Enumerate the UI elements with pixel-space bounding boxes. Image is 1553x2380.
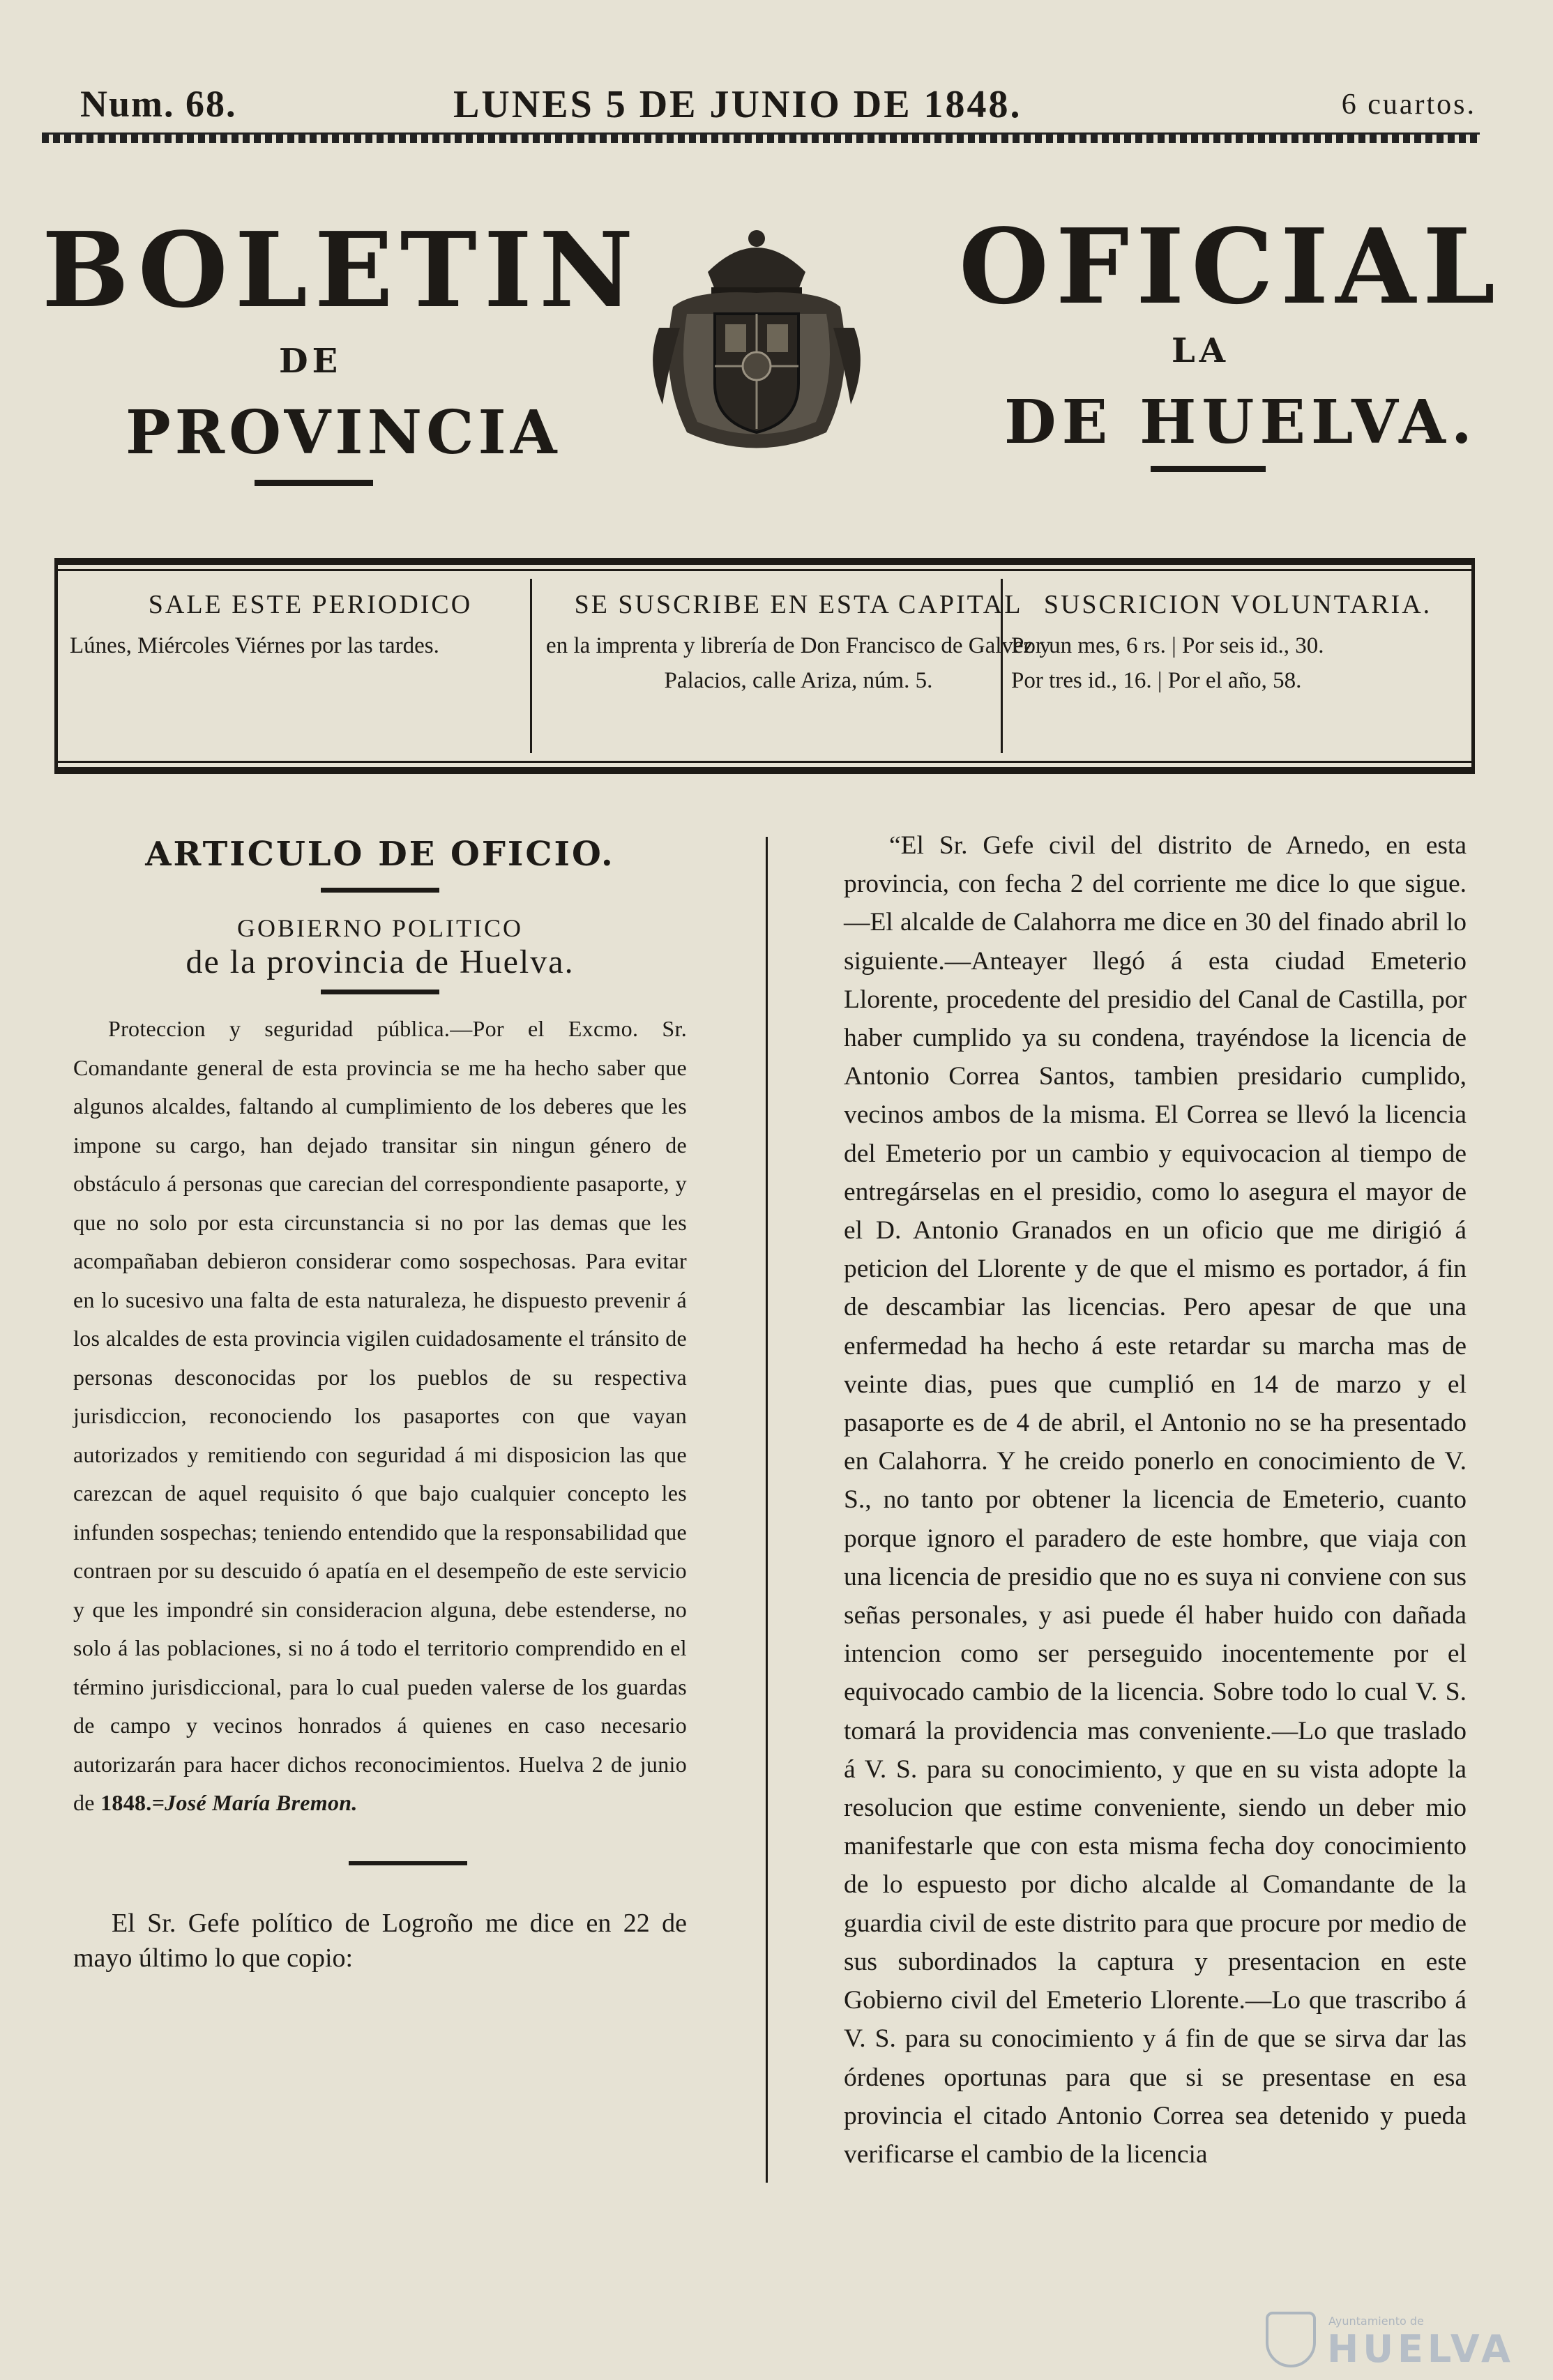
box-side-left [54,558,58,774]
subscription-rate-line-1: Por un mes, 6 rs. | Por seis id., 30. [1011,633,1324,658]
masthead-provincia: PROVINCIA [126,397,561,468]
masthead-de-huelva: DE HUELVA. [1004,387,1478,457]
decree-paragraph [73,1010,687,1823]
left-column [73,826,687,1976]
government-rule [321,990,439,994]
decree-signature: =José María Bremon. [151,1790,358,1815]
watermark-city: HUELVA [1327,2327,1515,2371]
decree-text: Proteccion y seguridad pública.—Por el Excmo. Sr. Comandante general de esta provincia se me ha hecho saber que algunos alcaldes, faltando al cumplimiento de los deberes que les impone su cargo, han dejado transitar sin ningun género de obstáculo á personas que carecian del correspondiente pasaporte, y que no solo por esta circunstancia si no por las demas que les acompañaban debieron considerar como sospechosas. Para evitar en lo sucesivo una falta de esta naturaleza, he dispuesto prevenir á los alcaldes de esta provincia vigilen cuidadosamente el tránsito de personas desconocidas por los pueblos de su respectiva jurisdiccion, reconociendo los pasaportes con que vayan autorizados y remitiendo con seguridad á mi disposicion las que carezcan de aquel requisito ó que bajo cualquier concepto les infunden sospechas; teniendo entendido que la responsabilidad que contraen por su descuido ó apatía en el desempeño de este servicio y que les impondré sin consideracion alguna, debe estenderse, no solo á las poblaciones, si no á todo el territorio comprendido en el término jurisdiccional, para lo cual pueden valerse de los guardas de campo y vecinos honrados á quienes en caso necesario autorizarán para hacer dichos reconocimientos. Huelva 2 de junio de [73,1016,687,1815]
publication-days-text: Lúnes, Miércoles Viérnes por las tardes. [70,633,439,658]
masthead-bar-left [255,480,373,486]
ornamental-rule [42,132,1480,143]
issue-price: 6 cuartos. [1341,89,1476,121]
masthead-oficial: OFICIAL [959,206,1503,327]
city-shield-icon [1266,2312,1316,2367]
subscription-rates-cell [1011,589,1464,698]
masthead-boletin: BOLETIN [42,209,641,331]
box-rule-bottom [54,767,1475,774]
coat-of-arms-icon [645,223,868,464]
box-side-right [1471,558,1475,774]
subscription-rates-title: SUSCRICION VOLUNTARIA. [1043,590,1432,619]
publication-days-cell [70,589,551,663]
issue-number: Num. 68. [80,83,237,125]
issue-date: LUNES 5 DE JUNIO DE 1848. [453,83,1022,126]
arnedo-letter-paragraph: “El Sr. Gefe civil del distrito de Arnedo, en esta provincia, con fecha 2 del corriente me dice lo que sigue.—El alcalde de Calahorra me dice en 30 del finado abril lo siguiente.—Anteayer llegó á esta ciudad Emeterio Llorente, procedente del presidio del Canal de Castilla, por haber cumplido ya su condena, trayéndose la licencia de Antonio Correa Santos, tambien presidario cumplido, vecinos ambos de la misma. El Correa se llevó la licencia del Emeterio por un cambio y equivocacion al tiempo de entregárselas en el presidio, como lo asegura el mayor de el D. Antonio Granados en un oficio que me dirigió á peticion del Llorente y de que el mismo es portador, á fin de descambiar las licencias. Pero apesar de que una enfermedad ha hecho á este retardar su marcha mas de veinte dias, pues que cumplió en 14 de marzo y el pasaporte es de 4 de abril, el Antonio no se ha presentado en Calahorra. Y he creido ponerlo en conocimiento de V. S., no tanto por obtener la licencia de Emeterio, cuanto porque ignoro el paradero de este hombre, que viaja con una licencia de presidio que no es suya ni conviene con sus señas personales, y asi puede él haber huido con dañada intencion como ser perseguido inocentemente por el equivocado cambio de la licencia. Sobre todo lo cual V. S. tomará la providencia mas conveniente.—Lo que traslado á V. S. para su conocimiento, y que en su vista adopte la resolucion que estime conveniente, siendo un deber mio manifestarle que con esta misma fecha doy conocimiento de lo espuesto por dicho alcalde al Comandante de la guardia civil de este distrito para que procure por medio de sus subordinados la captura y presentacion en este Gobierno civil del Emeterio Llorente.—Lo que trascribo á V. S. para su conocimiento y á fin de que se sirva dar las órdenes oportunas para que si se presentase en esa provincia el citado Antonio Correa sea detenido y pueda verificarse el cambio de la licencia [844,831,1467,2169]
government-subtitle: de la provincia de Huelva. [185,943,575,980]
watermark-caption: Ayuntamiento de [1328,2314,1424,2328]
paragraph-rule [349,1861,467,1865]
logrono-intro-paragraph: El Sr. Gefe político de Logroño me dice en 22 de mayo último lo que copio: [73,1908,687,1973]
box-rule-top-thin [54,569,1475,571]
issue-line [80,82,1476,138]
publication-days-title: SALE ESTE PERIODICO [148,590,473,619]
decree-year: 1848. [100,1790,152,1815]
masthead-de: DE [279,342,342,381]
section-rule [321,888,439,893]
box-rule-top [54,558,1475,565]
column-divider [766,837,768,2183]
right-column [844,826,1467,2174]
subscription-place-text: en la imprenta y librería de Don Francisco de Galvez y Palacios, calle Ariza, núm. 5. [546,633,1051,693]
section-title: ARTICULO DE OFICIO. [145,835,615,874]
archive-watermark [1266,2312,1515,2371]
government-title: GOBIERNO POLITICO [237,914,523,942]
subscription-place-cell [544,589,1053,698]
masthead-bar-right [1151,466,1266,472]
subscription-rate-line-2: Por tres id., 16. | Por el año, 58. [1011,668,1302,693]
masthead-la: LA [1172,331,1229,370]
subscription-box [54,558,1475,774]
subscription-place-title: SE SUSCRIBE EN ESTA CAPITAL [574,590,1023,619]
box-rule-bottom-thin [54,761,1475,763]
